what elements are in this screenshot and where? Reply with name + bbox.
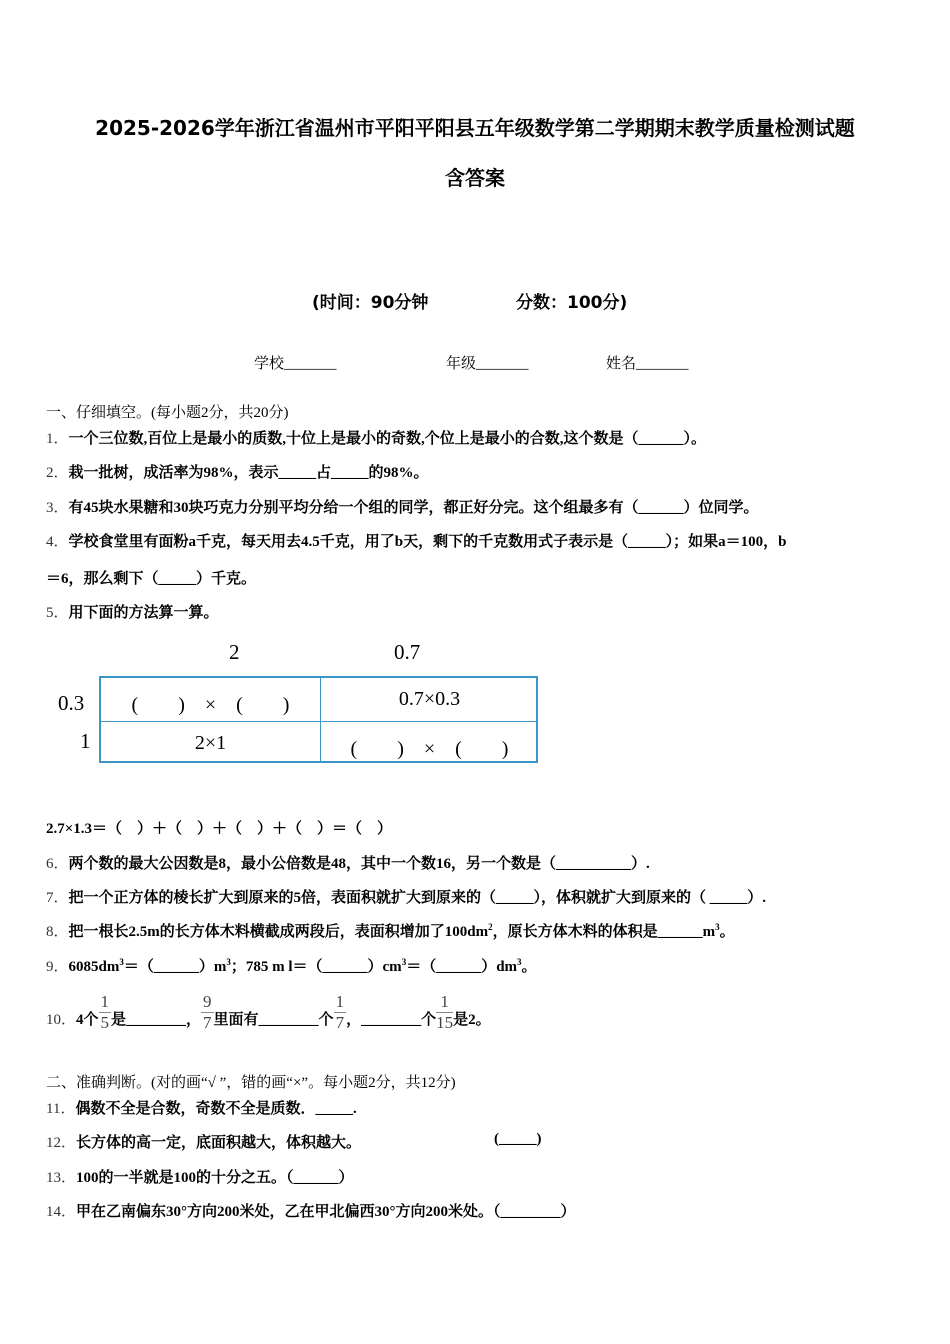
text: 4个 (76, 1012, 99, 1028)
superscript: 2 (488, 922, 493, 932)
question-text: 把一个正方体的棱长扩大到原来的5倍，表面积就扩大到原来的（_____），体积就扩大到原来的（ _____）. (68, 890, 767, 906)
question-text: 用下面的方法算一算。 (68, 605, 219, 621)
question-3 (46, 496, 759, 517)
question-10 (46, 992, 491, 1041)
question-1 (46, 427, 706, 448)
superscript: 3 (226, 957, 231, 967)
denominator: 15 (436, 1013, 454, 1033)
question-6 (46, 852, 650, 873)
text: ，________个 (346, 1012, 437, 1028)
question-number: 10． (46, 1012, 77, 1028)
text: ＝（______）dm (406, 959, 518, 975)
question-text: 栽一批树，成活率为98%，表示_____占_____的98%。 (68, 465, 429, 481)
numerator: 1 (436, 992, 453, 1013)
question-text: 学校食堂里有面粉a千克，每天用去4.5千克，用了b天，剩下的千克数用式子表示是（_____）；如果a＝100，b (68, 534, 787, 550)
section-1-heading: 一、仔细填空。(每小题2分，共20分) (46, 405, 289, 421)
school-field: 学校_______ (254, 356, 337, 372)
exam-score: 分数：100分) (516, 293, 628, 313)
fraction (201, 992, 214, 1033)
text: 。 (521, 959, 537, 975)
numerator: 1 (335, 992, 345, 1012)
question-number: 3． (46, 500, 69, 516)
fraction (334, 992, 347, 1033)
numerator: 9 (203, 992, 212, 1012)
denominator: 7 (203, 1013, 212, 1033)
table-col-header: 0.7 (394, 640, 421, 664)
question-9 (46, 955, 537, 976)
text: 是2。 (453, 1012, 491, 1028)
table-cell: ( ) × ( ) (131, 694, 290, 716)
superscript: 3 (119, 957, 124, 967)
document-title-line2: 含答案 (445, 166, 505, 190)
numerator: 1 (100, 992, 110, 1012)
text: 里面有________个 (213, 1012, 334, 1028)
table-cell: ( ) × ( ) (350, 738, 509, 760)
table-cell: 2×1 (194, 732, 227, 754)
question-text: 一个三位数,百位上是最小的质数,十位上是最小的奇数,个位上是最小的合数,这个数是（______）。 (68, 431, 707, 447)
denominator: 7 (335, 1013, 345, 1033)
question-2 (46, 461, 429, 482)
fraction (99, 992, 112, 1033)
area-model-table (99, 676, 538, 763)
question-number: 7． (46, 890, 69, 906)
text: 。 (719, 924, 735, 940)
question-text: 甲在乙南偏东30°方向200米处，乙在甲北偏西30°方向200米处。（________） (76, 1204, 576, 1220)
section-2-heading: 二、准确判断。(对的画“√ ”，错的画“×”。每小题2分，共12分) (46, 1075, 456, 1091)
question-14 (46, 1200, 576, 1221)
superscript: 3 (715, 922, 720, 932)
question-number: 5． (46, 605, 69, 621)
question-number: 2． (46, 465, 69, 481)
question-text: 100的一半就是100的十分之五。（______） (76, 1170, 354, 1186)
text: ；785 m l＝（______）cm (230, 959, 402, 975)
document-title: 2025-2026学年浙江省温州市平阳平阳县五年级数学第二学期期末教学质量检测试题 (95, 116, 855, 140)
question-text: 长方体的高一定，底面积越大，体积越大。 (76, 1135, 362, 1151)
exam-time: (时间：90分钟 (312, 293, 429, 313)
question-number: 14． (46, 1204, 77, 1220)
question-5 (46, 601, 219, 622)
text: ，原长方体木料的体积是______m (492, 924, 716, 940)
grade-field: 年级_______ (446, 356, 529, 372)
denominator: 5 (100, 1013, 110, 1033)
table-cell: 0.7×0.3 (398, 688, 461, 710)
question-number: 9． (46, 959, 69, 975)
text: ＝（______）m (123, 959, 227, 975)
question-4-continued: ＝6，那么剩下（_____）千克。 (46, 571, 257, 587)
question-number: 13． (46, 1170, 77, 1186)
question-number: 4． (46, 534, 69, 550)
question-text: 有45块水果糖和30块巧克力分别平均分给一个组的同学，都正好分完。这个组最多有（______）位同学。 (68, 500, 759, 516)
fraction (436, 992, 453, 1033)
question-12 (46, 1131, 361, 1152)
question-7 (46, 886, 766, 907)
question-text: 两个数的最大公因数是8，最小公倍数是48，其中一个数16，另一个数是（__________）. (68, 856, 650, 872)
text: 把一根长2.5m的长方体木料横截成两段后，表面积增加了100dm (68, 924, 489, 940)
question-8 (46, 920, 735, 941)
table-row-header: 1 (80, 729, 91, 753)
table-divider (101, 721, 536, 722)
question-number: 8． (46, 924, 69, 940)
question-5-equation: 2.7×1.3＝（ ）＋（ ）＋（ ）＋（ ）＝（ ） (46, 821, 393, 837)
question-13 (46, 1166, 354, 1187)
superscript: 3 (401, 957, 407, 967)
text: 是________， (111, 1012, 202, 1028)
table-row-header: 0.3 (58, 691, 85, 715)
question-number: 6． (46, 856, 69, 872)
question-11 (46, 1097, 357, 1118)
superscript: 3 (517, 957, 522, 967)
question-text: 偶数不全是合数，奇数不全是质数．_____. (75, 1101, 357, 1117)
question-number: 12． (46, 1135, 77, 1151)
question-4 (46, 530, 786, 551)
question-number: 1． (46, 431, 69, 447)
question-12-answer-blank: (_____) (494, 1131, 542, 1147)
text: 6085dm (68, 959, 120, 975)
name-field: 姓名_______ (606, 356, 689, 372)
table-col-header: 2 (229, 640, 240, 664)
question-number: 11． (46, 1101, 76, 1117)
